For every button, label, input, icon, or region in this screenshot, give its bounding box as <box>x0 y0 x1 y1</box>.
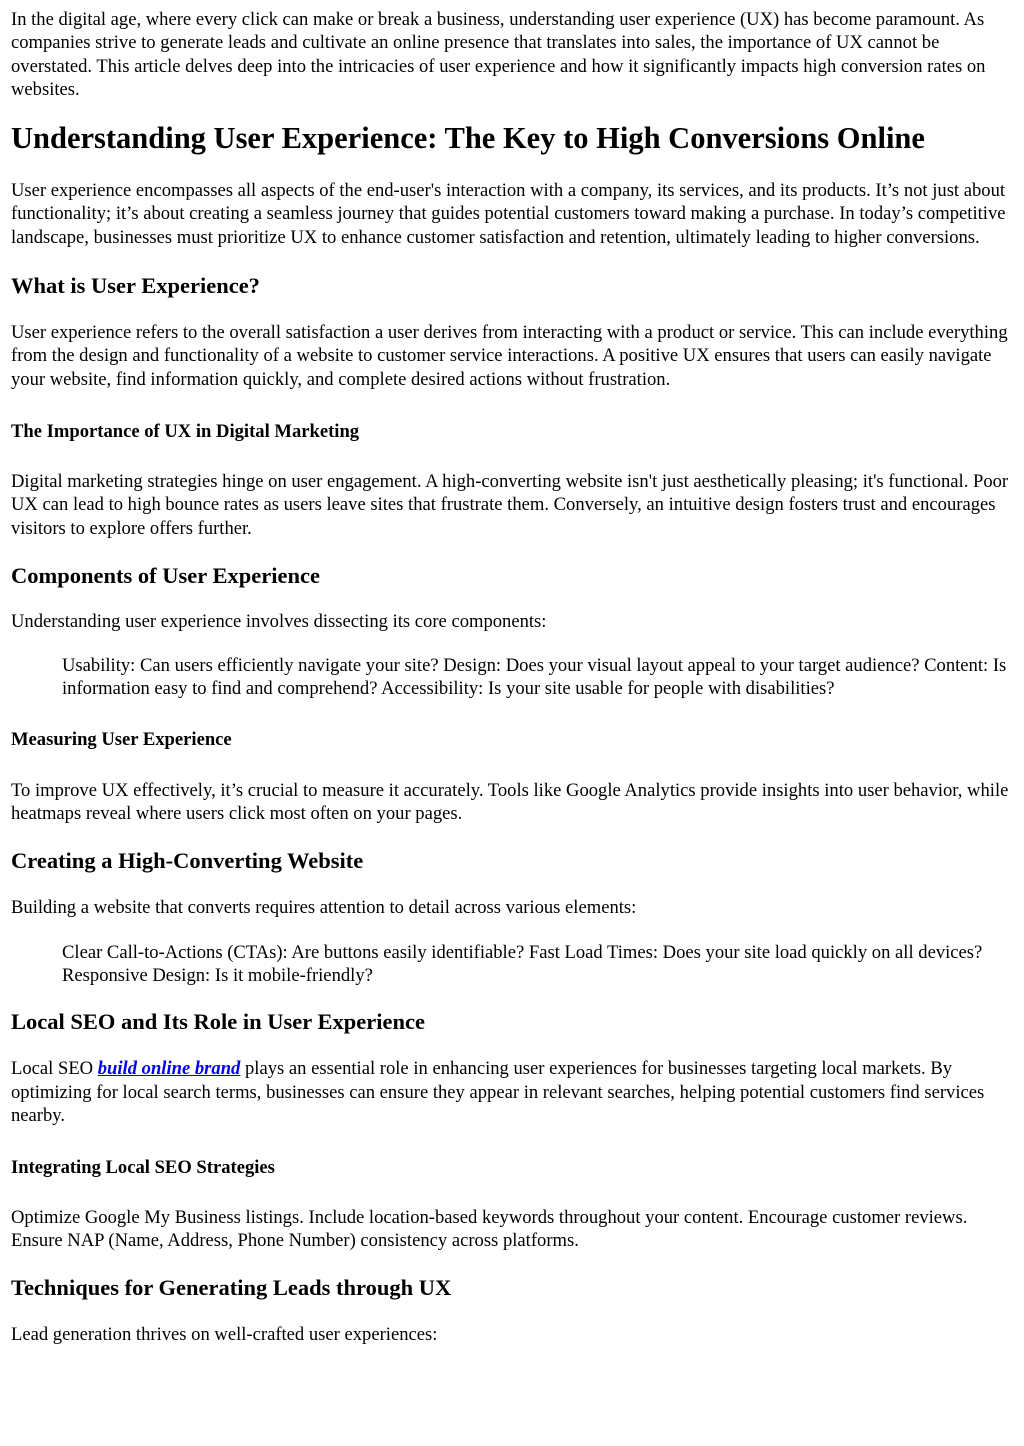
intro-paragraph: In the digital age, where every click can make or break a business, understanding user experience (UX) has become paramount. As companies strive to generate leads and cultivate an online presence that translates into sales, the importance of UX cannot be overstated. This article delves deep into the intricacies of user experience and how it significantly impacts high conversion rates on websites. <box>11 9 986 100</box>
what-is-ux-paragraph: User experience refers to the overall satisfaction a user derives from interacting with a product or service. This can include everything from the design and functionality of a website to customer service interactions. A positive UX ensures that users can easily navigate your website, find information quickly, and complete desired actions without frustration. <box>11 322 1008 390</box>
heading-measuring: Measuring User Experience <box>11 728 232 750</box>
creating-intro: Building a website that converts requires attention to detail across various elements: <box>11 897 637 919</box>
build-online-brand-link[interactable]: build online brand <box>97 1058 241 1080</box>
heading-importance: The Importance of UX in Digital Marketing <box>11 420 360 442</box>
heading-integrating: Integrating Local SEO Strategies <box>11 1157 275 1179</box>
overview-paragraph: User experience encompasses all aspects of the end-user's interaction with a company, its services, and its products. It’s not just about functionality; it’s about creating a seamless journey that guides potential customers toward making a purchase. In today’s competitive landscape, businesses must prioritize UX to enhance customer satisfaction and retention, ultimately leading to higher conversions. <box>11 180 1006 248</box>
components-intro: Understanding user experience involves dissecting its core components: <box>11 610 547 632</box>
creating-list: Clear Call-to-Actions (CTAs): Are buttons easily identifiable? Fast Load Times: Does your site load quickly on all devices? Responsive Design: Is it mobile-friendly? <box>62 941 983 986</box>
heading-local-seo: Local SEO and Its Role in User Experience <box>11 1009 425 1035</box>
components-list: Usability: Can users efficiently navigate your site? Design: Does your visual layout appeal to your target audience? Content: Is information easy to find and comprehend? Accessibility: Is your site usable for people with disabilities? <box>62 655 1007 700</box>
importance-paragraph: Digital marketing strategies hinge on user engagement. A high-converting website isn't just aesthetically pleasing; it's functional. Poor UX can lead to high bounce rates as users leave sites that frustrate them. Conversely, an intuitive design fosters trust and encourages visitors to explore offers further. <box>11 470 1009 539</box>
heading-creating: Creating a High-Converting Website <box>11 848 364 874</box>
page-title: Understanding User Experience: The Key to High Conversions Online <box>11 121 925 156</box>
local-seo-paragraph <box>11 1057 1014 1127</box>
local-seo-text-after: plays an essential role in enhancing user experiences for businesses targeting local markets. By optimizing for local search terms, businesses can ensure they appear in relevant searches, helping potential customers find services nearby. <box>11 1058 985 1126</box>
heading-components: Components of User Experience <box>11 562 320 588</box>
integrating-paragraph: Optimize Google My Business listings. Include location-based keywords throughout your content. Encourage customer reviews. Ensure NAP (Name, Address, Phone Number) consistency across platforms. <box>11 1207 968 1252</box>
heading-techniques: Techniques for Generating Leads through UX <box>11 1274 452 1300</box>
local-seo-text-before: Local SEO <box>11 1058 98 1080</box>
measuring-paragraph: To improve UX effectively, it’s crucial to measure it accurately. Tools like Google Analytics provide insights into user behavior, while heatmaps reveal where users click most often on your pages. <box>11 779 1009 825</box>
techniques-paragraph: Lead generation thrives on well-crafted user experiences: <box>11 1323 438 1345</box>
heading-what-is-ux: What is User Experience? <box>11 273 260 299</box>
